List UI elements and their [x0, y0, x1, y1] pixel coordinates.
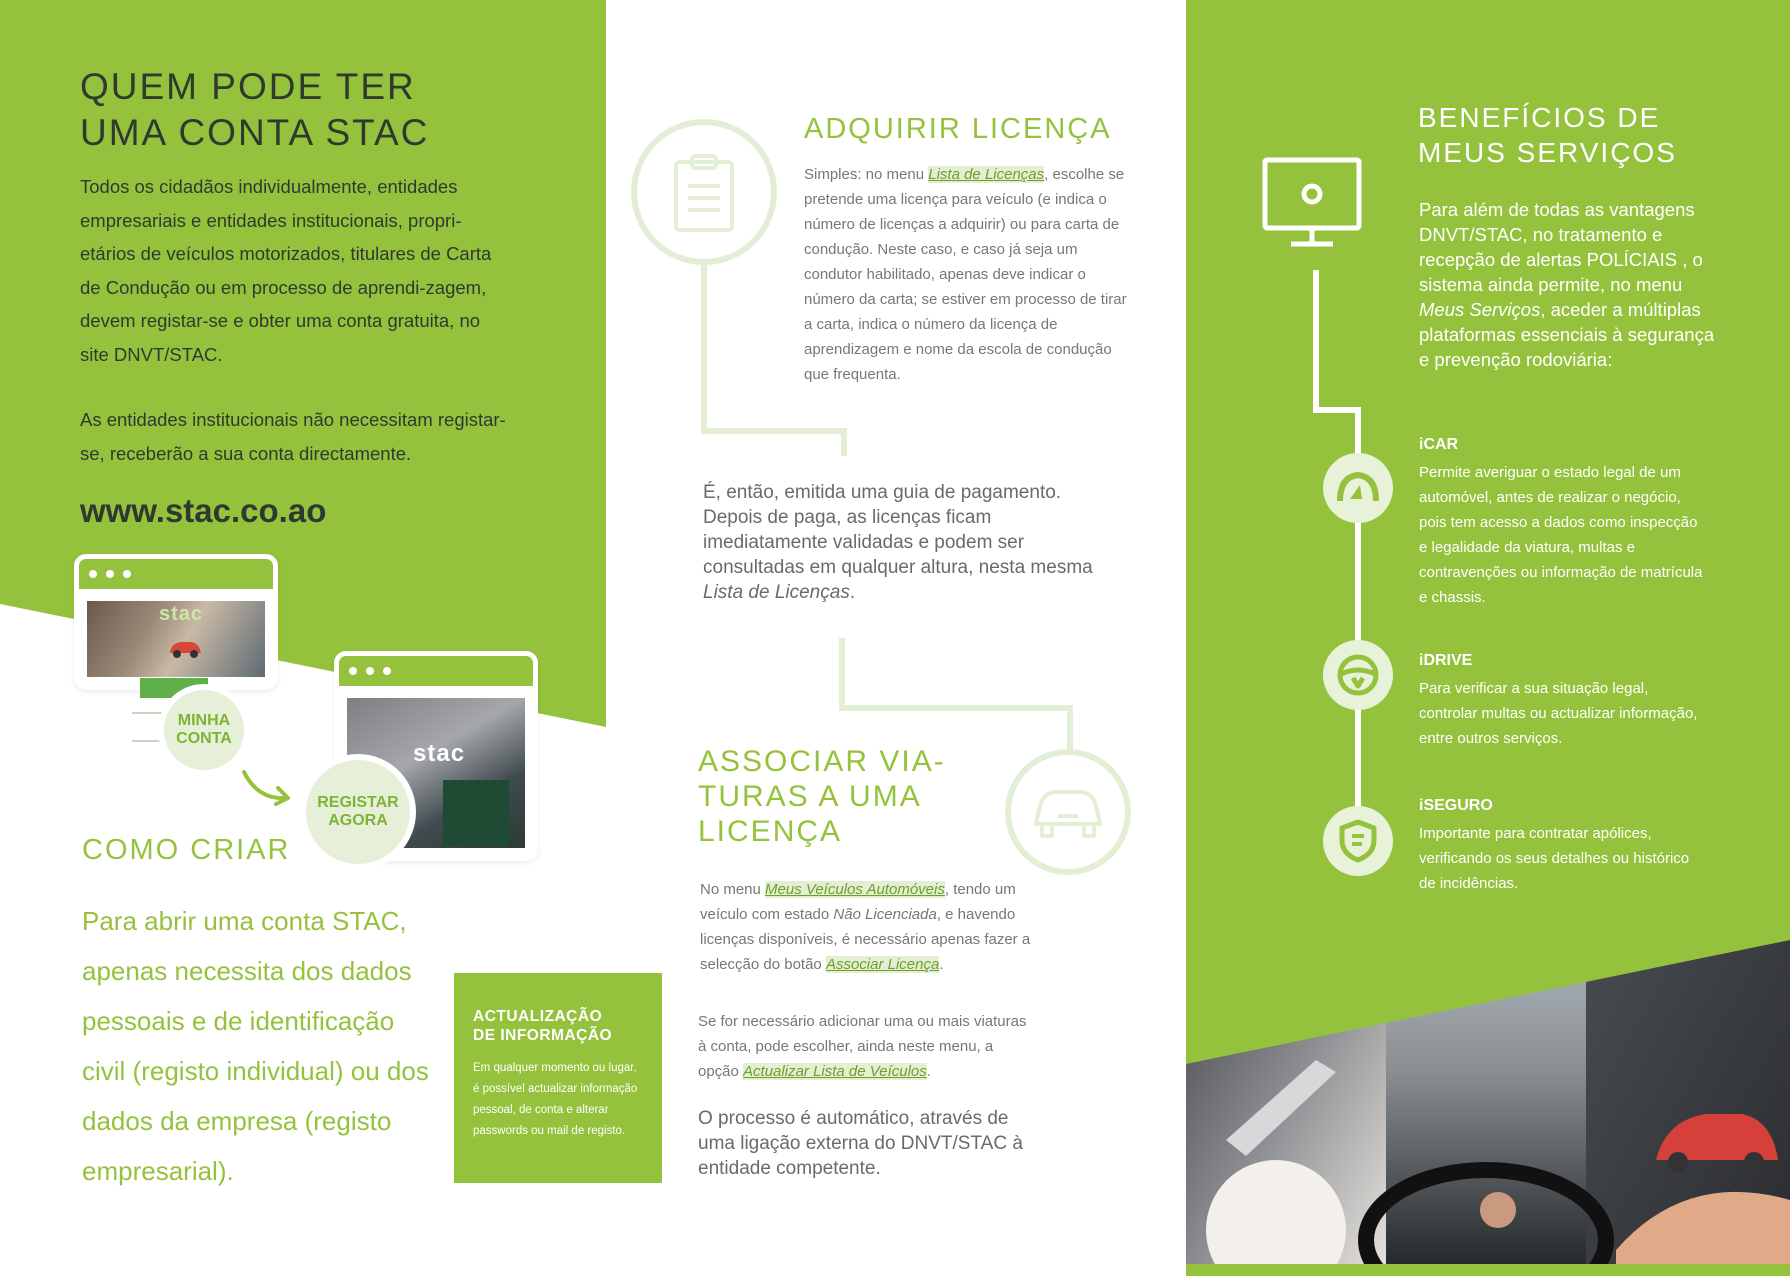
update-info-box — [454, 973, 662, 1183]
car-icon — [1030, 784, 1106, 840]
associar-licenca-link[interactable]: Associar Licença — [825, 956, 940, 973]
update-title-line2: DE INFORMAÇÃO — [473, 1027, 613, 1044]
assoc2-pre: Se for necessário adicionar uma ou mais viaturas à conta, pode escolher, ainda neste menu, a opção — [698, 1013, 1027, 1080]
speedometer-icon — [1336, 469, 1380, 507]
window-dot — [383, 667, 391, 675]
assoc1-mid2: , e havendo licenças disponíveis, é necessário apenas fazer a selecção do botão — [700, 906, 1031, 973]
ben-intro-pre: Para além de todas as vantagens DNVT/STAC, no tratamento e recepção de alertas POLÍCIAIS , o sistema ainda permite, no menu — [1419, 199, 1703, 295]
associar-text-1 — [700, 877, 1040, 977]
assoc-title-line1: ASSOCIAR VIA- — [698, 745, 946, 778]
pay-text-italic: Lista de Licenças — [703, 582, 850, 603]
update-info-title — [473, 1007, 644, 1045]
browser-mockup-1 — [74, 554, 278, 690]
arrow-icon — [238, 766, 294, 808]
adq-text-pre: Simples: no menu — [804, 166, 929, 183]
window-dot — [366, 667, 374, 675]
assoc-title-line3: LICENÇA — [698, 815, 843, 848]
idrive-icon — [1323, 640, 1393, 710]
payment-text — [703, 480, 1103, 605]
who-can-paragraph: Todos os cidadãos individualmente, entidades empresariais e entidades institucionais, propri-etários de veículos motorizados, titulares de Carta de Condução ou em processo de aprendi-zagem, devem registar-se e obter uma conta gratuita, no site DNVT/STAC. — [80, 176, 492, 365]
nao-licenciada-text: Não Licenciada — [833, 906, 937, 923]
associar-viaturas-title — [698, 744, 998, 849]
icar-icon — [1323, 453, 1393, 523]
clipboard-icon — [672, 152, 736, 234]
window-dot — [123, 570, 131, 578]
service-name-iseguro: iSEGURO — [1419, 797, 1493, 814]
register-form-panel — [443, 780, 509, 846]
left-title-line2: UMA CONTA STAC — [80, 112, 430, 153]
window-dot — [349, 667, 357, 675]
left-title-line1: QUEM PODE TER — [80, 66, 416, 107]
update-title-line1: ACTUALIZAÇÃO — [473, 1008, 603, 1025]
red-car-icon — [165, 635, 205, 661]
assoc2-post: . — [926, 1063, 931, 1080]
adquirir-licenca-text — [804, 162, 1128, 387]
adquirir-licenca-title: ADQUIRIR LICENÇA — [804, 113, 1112, 145]
associar-text-2 — [698, 1009, 1038, 1084]
stac-logo: stac — [413, 740, 466, 767]
meus-veiculos-link[interactable]: Meus Veículos Automóveis — [765, 881, 945, 898]
assoc1-mid: , tendo um veículo com estado — [700, 881, 1016, 923]
como-criar-text: Para abrir uma conta STAC, apenas necessita dos dados pessoais e de identificação civil (registo individual) ou dos dados da empresa (registo empresarial). — [82, 906, 429, 1186]
service-name-idrive: iDRIVE — [1419, 652, 1473, 669]
window-dot — [89, 570, 97, 578]
left-title — [80, 64, 560, 156]
actualizar-lista-link[interactable]: Actualizar Lista de Veículos — [743, 1063, 927, 1080]
service-name-icar: iCAR — [1419, 436, 1459, 453]
ben-title-line2: MEUS SERVIÇOS — [1418, 137, 1677, 168]
assoc1-pre: No menu — [700, 881, 766, 898]
adq-text-post: , escolhe se pretende uma licença para veículo (e indica o número de licenças a adquirir) ou para carta de condução. Neste caso, e caso já seja um condutor habilitado, apenas deve indicar o número da carta; se estiver em processo de tirar a carta, indica o número da licença de aprendizagem e nome da escola de condução que frequenta. — [804, 166, 1127, 383]
update-info-text: Em qualquer momento ou lugar, é possível actualizar informação pessoal, de conta e alterar passwords ou mail de registo. — [473, 1062, 638, 1137]
registar-agora-circle[interactable] — [300, 754, 416, 870]
service-text-idrive: Para verificar a sua situação legal, controlar multas ou actualizar informação, entre outros serviços. — [1419, 680, 1698, 747]
lista-de-licencas-link[interactable]: Lista de Licenças — [928, 166, 1045, 183]
website-screenshot-1 — [87, 601, 265, 677]
beneficios-intro — [1419, 197, 1729, 372]
monitor-icon — [1261, 156, 1363, 251]
shield-icon — [1338, 818, 1378, 864]
registar-line2: AGORA — [328, 812, 388, 829]
ben-intro-post: , aceder a múltiplas plataformas essenciais à segurança e prevenção rodoviária: — [1419, 299, 1715, 370]
browser-bar-2 — [339, 656, 533, 686]
service-text-icar: Permite averiguar o estado legal de um automóvel, antes de realizar o negócio, pois tem acesso a dados como inspecção e legalidade da viatura, multas e contravenções ou informação de matrícula e chassis. — [1419, 464, 1703, 606]
ben-title-line1: BENEFÍCIOS DE — [1418, 102, 1661, 133]
steering-wheel-icon — [1335, 652, 1381, 698]
pay-text-pre: É, então, emitida uma guia de pagamento. Depois de paga, as licenças ficam imediatamente validadas e podem ser consultadas em qualquer altura, nesta mesma — [703, 482, 1093, 578]
browser-bar-1 — [79, 559, 273, 589]
minha-conta-line1: MINHA — [177, 712, 231, 729]
pay-text-post: . — [849, 582, 856, 603]
assoc1-post: . — [939, 956, 944, 973]
institutional-paragraph: As entidades institucionais não necessitam registar-se, receberão a sua conta directamente. — [80, 409, 506, 464]
assoc-title-line2: TURAS A UMA — [698, 780, 922, 813]
como-criar-title: COMO CRIAR — [82, 834, 291, 866]
iseguro-icon — [1323, 806, 1393, 876]
website-link[interactable]: www.stac.co.ao — [80, 492, 327, 529]
meus-servicos-text: Meus Serviços — [1419, 299, 1541, 320]
minha-conta-circle[interactable] — [158, 684, 250, 776]
registar-line1: REGISTAR — [317, 794, 399, 811]
minha-conta-line2: CONTA — [176, 730, 232, 747]
service-text-iseguro: Importante para contratar apólices, verificando os seus detalhes ou histórico de incidências. — [1419, 825, 1690, 892]
associar-text-3: O processo é automático, através de uma ligação externa do DNVT/STAC à entidade competente. — [698, 1108, 1023, 1179]
stac-logo: stac — [159, 603, 204, 625]
window-dot — [106, 570, 114, 578]
beneficios-title — [1418, 100, 1677, 170]
